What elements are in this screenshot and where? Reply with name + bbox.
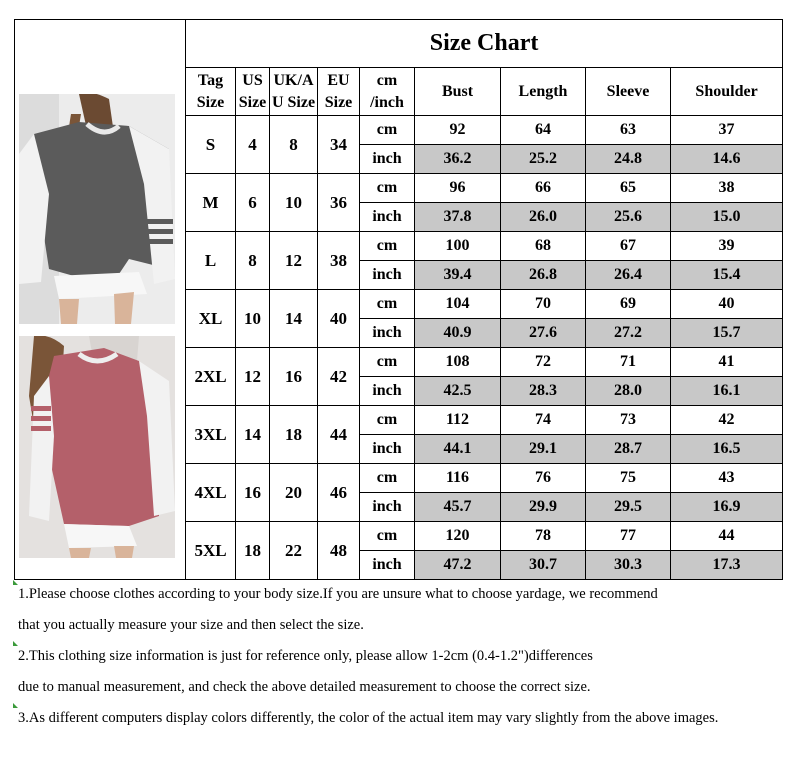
unit-inch-cell: inch — [360, 145, 415, 174]
tag-size-cell: L — [186, 232, 236, 290]
table-row — [186, 174, 783, 203]
header-tag-size: Tag Size — [186, 68, 236, 116]
bust-inch-cell: 37.8 — [415, 203, 501, 232]
uk-au-size-cell: 10 — [270, 174, 318, 232]
header-eu-size: EU Size — [318, 68, 360, 116]
eu-size-cell: 44 — [318, 406, 360, 464]
table-row — [186, 406, 783, 435]
unit-cm-cell: cm — [360, 348, 415, 377]
unit-inch-cell: inch — [360, 203, 415, 232]
bust-inch-cell: 42.5 — [415, 377, 501, 406]
eu-size-cell: 42 — [318, 348, 360, 406]
sleeve-inch-cell: 27.2 — [586, 319, 671, 348]
sleeve-inch-cell: 28.7 — [586, 435, 671, 464]
sleeve-inch-cell: 25.6 — [586, 203, 671, 232]
sleeve-inch-cell: 24.8 — [586, 145, 671, 174]
eu-size-cell: 34 — [318, 116, 360, 174]
length-inch-cell: 28.3 — [501, 377, 586, 406]
tag-size-cell: S — [186, 116, 236, 174]
length-inch-cell: 26.0 — [501, 203, 586, 232]
shoulder-inch-cell: 14.6 — [671, 145, 783, 174]
sleeve-cm-cell: 67 — [586, 232, 671, 261]
table-row — [186, 522, 783, 551]
sleeve-inch-cell: 28.0 — [586, 377, 671, 406]
tag-size-cell: 4XL — [186, 464, 236, 522]
size-chart-body — [186, 116, 783, 580]
note-marker-icon — [13, 580, 18, 585]
length-inch-cell: 26.8 — [501, 261, 586, 290]
eu-size-cell: 46 — [318, 464, 360, 522]
sleeve-cm-cell: 75 — [586, 464, 671, 493]
length-inch-cell: 29.1 — [501, 435, 586, 464]
us-size-cell: 8 — [236, 232, 270, 290]
note-line-1: 1.Please choose clothes according to your body size.If you are unsure what to choose yardage, we recommend — [18, 586, 658, 602]
uk-au-size-cell: 14 — [270, 290, 318, 348]
unit-cm-cell: cm — [360, 232, 415, 261]
bust-inch-cell: 47.2 — [415, 551, 501, 580]
length-cm-cell: 64 — [501, 116, 586, 145]
table-row — [186, 348, 783, 377]
table-row — [186, 116, 783, 145]
length-cm-cell: 66 — [501, 174, 586, 203]
shoulder-cm-cell: 39 — [671, 232, 783, 261]
uk-au-size-cell: 8 — [270, 116, 318, 174]
length-inch-cell: 30.7 — [501, 551, 586, 580]
tag-size-cell: 3XL — [186, 406, 236, 464]
us-size-cell: 6 — [236, 174, 270, 232]
uk-au-size-cell: 18 — [270, 406, 318, 464]
eu-size-cell: 40 — [318, 290, 360, 348]
length-inch-cell: 25.2 — [501, 145, 586, 174]
unit-inch-cell: inch — [360, 261, 415, 290]
us-size-cell: 4 — [236, 116, 270, 174]
length-cm-cell: 76 — [501, 464, 586, 493]
bust-cm-cell: 96 — [415, 174, 501, 203]
sleeve-cm-cell: 73 — [586, 406, 671, 435]
shoulder-cm-cell: 38 — [671, 174, 783, 203]
eu-size-cell: 48 — [318, 522, 360, 580]
sleeve-inch-cell: 29.5 — [586, 493, 671, 522]
sleeve-cm-cell: 71 — [586, 348, 671, 377]
bust-inch-cell: 45.7 — [415, 493, 501, 522]
shoulder-cm-cell: 42 — [671, 406, 783, 435]
sleeve-inch-cell: 30.3 — [586, 551, 671, 580]
header-us-size: US Size — [236, 68, 270, 116]
sleeve-cm-cell: 65 — [586, 174, 671, 203]
length-cm-cell: 78 — [501, 522, 586, 551]
bust-cm-cell: 116 — [415, 464, 501, 493]
shoulder-cm-cell: 41 — [671, 348, 783, 377]
shoulder-cm-cell: 40 — [671, 290, 783, 319]
unit-inch-cell: inch — [360, 435, 415, 464]
shoulder-inch-cell: 16.1 — [671, 377, 783, 406]
product-photo-grey — [19, 94, 175, 324]
chart-title: Size Chart — [186, 20, 783, 68]
length-cm-cell: 70 — [501, 290, 586, 319]
us-size-cell: 10 — [236, 290, 270, 348]
us-size-cell: 16 — [236, 464, 270, 522]
unit-cm-cell: cm — [360, 174, 415, 203]
header-length: Length — [501, 68, 586, 116]
bust-cm-cell: 104 — [415, 290, 501, 319]
table-row — [186, 464, 783, 493]
shoulder-inch-cell: 15.0 — [671, 203, 783, 232]
unit-cm-cell: cm — [360, 290, 415, 319]
unit-cm-cell: cm — [360, 116, 415, 145]
unit-cm-cell: cm — [360, 522, 415, 551]
sleeve-inch-cell: 26.4 — [586, 261, 671, 290]
shoulder-cm-cell: 43 — [671, 464, 783, 493]
sleeve-cm-cell: 77 — [586, 522, 671, 551]
uk-au-size-cell: 20 — [270, 464, 318, 522]
note-marker-icon — [13, 703, 18, 708]
note-line-2: that you actually measure your size and then select the size. — [18, 617, 364, 633]
shoulder-inch-cell: 15.7 — [671, 319, 783, 348]
sleeve-cm-cell: 63 — [586, 116, 671, 145]
us-size-cell: 18 — [236, 522, 270, 580]
unit-cm-cell: cm — [360, 464, 415, 493]
bust-cm-cell: 108 — [415, 348, 501, 377]
unit-inch-cell: inch — [360, 377, 415, 406]
length-inch-cell: 29.9 — [501, 493, 586, 522]
length-cm-cell: 68 — [501, 232, 586, 261]
size-chart-table — [185, 19, 783, 580]
bust-inch-cell: 40.9 — [415, 319, 501, 348]
note-marker-icon — [13, 641, 18, 646]
table-row — [186, 290, 783, 319]
sleeve-cm-cell: 69 — [586, 290, 671, 319]
photo-column — [14, 19, 185, 580]
bust-cm-cell: 112 — [415, 406, 501, 435]
header-sleeve: Sleeve — [586, 68, 671, 116]
bust-cm-cell: 100 — [415, 232, 501, 261]
header-bust: Bust — [415, 68, 501, 116]
bust-cm-cell: 92 — [415, 116, 501, 145]
header-unit: cm /inch — [360, 68, 415, 116]
us-size-cell: 12 — [236, 348, 270, 406]
bust-inch-cell: 36.2 — [415, 145, 501, 174]
shoulder-cm-cell: 37 — [671, 116, 783, 145]
note-line-4: due to manual measurement, and check the above detailed measurement to choose the correct size. — [18, 679, 591, 695]
product-photo-red — [19, 336, 175, 558]
length-inch-cell: 27.6 — [501, 319, 586, 348]
unit-inch-cell: inch — [360, 551, 415, 580]
table-row — [186, 232, 783, 261]
shoulder-inch-cell: 16.9 — [671, 493, 783, 522]
shoulder-cm-cell: 44 — [671, 522, 783, 551]
uk-au-size-cell: 12 — [270, 232, 318, 290]
uk-au-size-cell: 22 — [270, 522, 318, 580]
tag-size-cell: 2XL — [186, 348, 236, 406]
eu-size-cell: 38 — [318, 232, 360, 290]
uk-au-size-cell: 16 — [270, 348, 318, 406]
bust-inch-cell: 44.1 — [415, 435, 501, 464]
shoulder-inch-cell: 16.5 — [671, 435, 783, 464]
bust-cm-cell: 120 — [415, 522, 501, 551]
note-line-5: 3.As different computers display colors differently, the color of the actual item may vary slightly from the above images. — [18, 710, 719, 726]
us-size-cell: 14 — [236, 406, 270, 464]
header-uk-au-size: UK/A U Size — [270, 68, 318, 116]
length-cm-cell: 74 — [501, 406, 586, 435]
tag-size-cell: 5XL — [186, 522, 236, 580]
length-cm-cell: 72 — [501, 348, 586, 377]
tag-size-cell: XL — [186, 290, 236, 348]
unit-inch-cell: inch — [360, 493, 415, 522]
bust-inch-cell: 39.4 — [415, 261, 501, 290]
tag-size-cell: M — [186, 174, 236, 232]
shoulder-inch-cell: 15.4 — [671, 261, 783, 290]
unit-inch-cell: inch — [360, 319, 415, 348]
header-row — [186, 68, 783, 116]
unit-cm-cell: cm — [360, 406, 415, 435]
shoulder-inch-cell: 17.3 — [671, 551, 783, 580]
eu-size-cell: 36 — [318, 174, 360, 232]
note-line-3: 2.This clothing size information is just for reference only, please allow 1-2cm (0.4-1.2")differences — [18, 648, 593, 664]
header-shoulder: Shoulder — [671, 68, 783, 116]
